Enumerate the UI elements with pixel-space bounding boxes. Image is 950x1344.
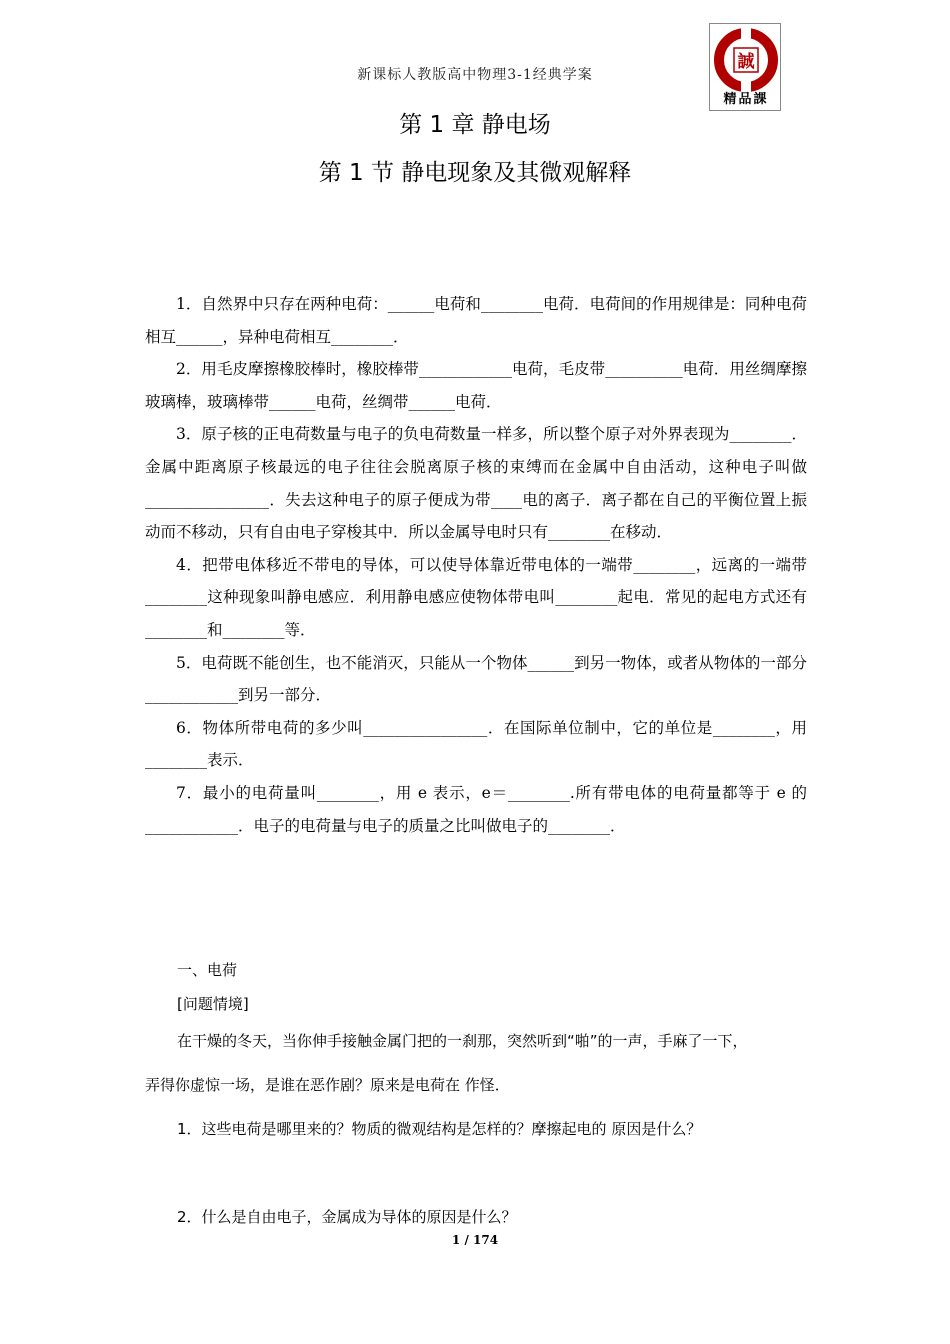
- logo-caption: 精品課: [723, 92, 769, 107]
- question-6: 6．物体所带电荷的多少叫________________．在国际单位制中，它的单位是________，用________表示．: [145, 718, 807, 770]
- question-4: 4．把带电体移近不带电的导体，可以使导体靠近带电体的一端带________，远离的一端带________这种现象叫静电感应．利用静电感应使物体带电叫________起电．常见的起电方式还有________和________等．: [145, 555, 807, 639]
- logo-seal-character: 誠: [737, 52, 755, 72]
- question-5: 5．电荷既不能创生，也不能消灭，只能从一个物体______到另一物体，或者从物体的一部分____________到另一部分．: [145, 653, 807, 705]
- question-7: 7．最小的电荷量叫________，用 e 表示，e＝________.所有带电体的电荷量都等于 e 的____________．电子的电荷量与电子的质量之比叫做电子的________．: [145, 783, 807, 835]
- question-1: 1．自然界中只存在两种电荷：______电荷和________电荷．电荷间的作用规律是：同种电荷相互______，异种电荷相互________．: [145, 295, 807, 346]
- question-list: [145, 288, 807, 842]
- logo: [709, 23, 781, 111]
- discussion-question-2: 2．什么是自由电子，金属成为导体的原因是什么？: [177, 1208, 517, 1226]
- chapter-title: 第 1 章 静电场: [399, 112, 551, 138]
- question-3: 3．原子核的正电荷数量与电子的负电荷数量一样多，所以整个原子对外界表现为________．金属中距离原子核最远的电子往往会脱离原子核的束缚而在金属中自由活动，这种电子叫做________________．失去这种电子的原子便成为带____电的离子．离子都在自己的平衡位置上振动而不移动，只有自由电子穿梭其中．所以金属导电时只有________在移动．: [145, 425, 807, 542]
- question-2: 2．用毛皮摩擦橡胶棒时，橡胶棒带____________电荷，毛皮带__________电荷．用丝绸摩擦玻璃棒，玻璃棒带______电荷，丝绸带______电荷．: [145, 360, 807, 411]
- problem-context-label: [问题情境]: [177, 995, 249, 1013]
- section-heading: 一、电荷: [177, 961, 238, 979]
- section-title: 第 1 节 静电现象及其微观解释: [318, 160, 632, 186]
- running-header: 新课标人教版高中物理3-1经典学案: [357, 67, 593, 83]
- scenario-text-line-2: 弄得你虚惊一场，是谁在恶作剧？原来是电荷在 作怪．: [145, 1076, 510, 1094]
- scenario-text-line-1: 在干燥的冬天，当你伸手接触金属门把的一刹那，突然听到“啪”的一声，手麻了一下，: [177, 1032, 748, 1050]
- discussion-question-1: 1．这些电荷是哪里来的？物质的微观结构是怎样的？摩擦起电的 原因是什么？: [177, 1120, 702, 1138]
- page-number: 1 / 174: [451, 1233, 499, 1247]
